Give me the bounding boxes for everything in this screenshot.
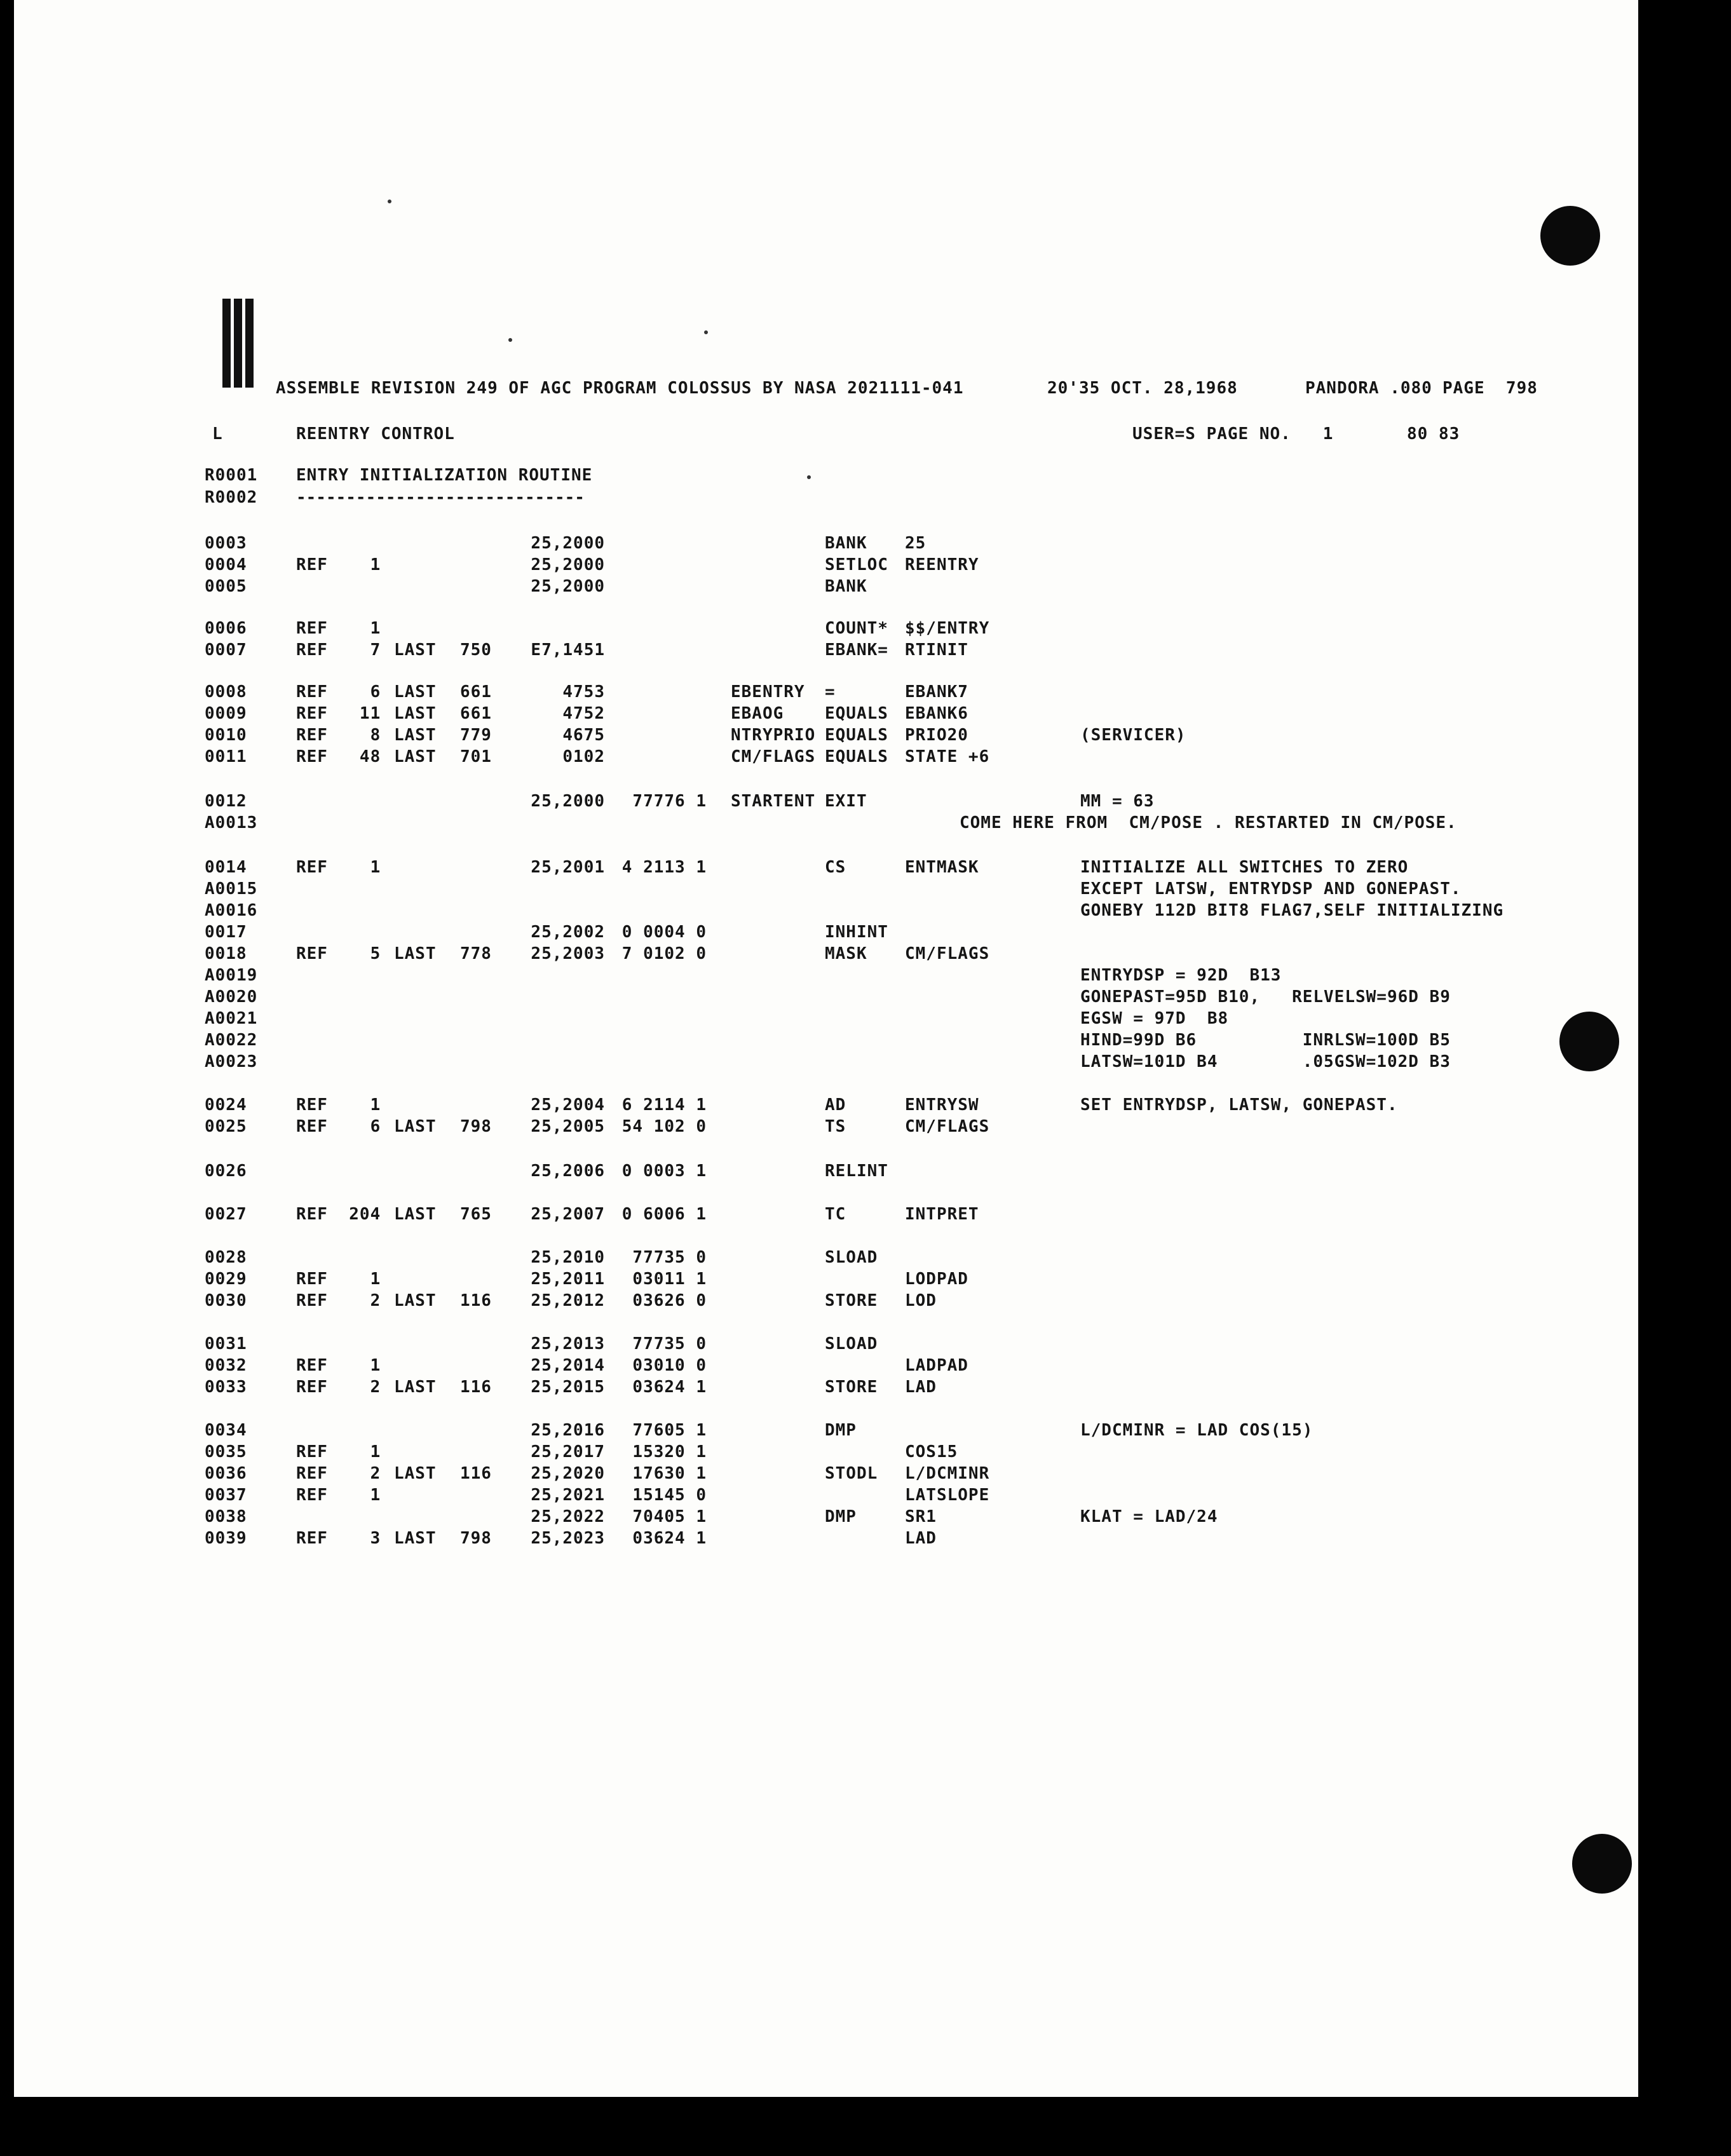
cell-line: 0030	[205, 1291, 247, 1310]
cell-loc: 25,2013	[531, 1334, 605, 1353]
cell-line: 0036	[205, 1464, 247, 1483]
listing-row	[0, 577, 1525, 599]
cell-loc: 25,2015	[531, 1378, 605, 1397]
cell-rep: REF 2	[296, 1378, 381, 1397]
cell-line: 0011	[205, 747, 247, 766]
cell-loc: 25,2022	[531, 1507, 605, 1526]
cell-lastnum: 778	[460, 944, 492, 963]
cell-last: LAST	[394, 1205, 437, 1224]
listing-row	[0, 1009, 1525, 1031]
cell-op: RELINT	[825, 1162, 888, 1181]
cell-last: LAST	[394, 1464, 437, 1483]
cell-line: 0006	[205, 619, 247, 638]
cell-last: LAST	[394, 1378, 437, 1397]
cell-line: 0037	[205, 1486, 247, 1505]
cell-loc: 25,2010	[531, 1248, 605, 1267]
cell-loc: 25,2020	[531, 1464, 605, 1483]
cell-loc: 25,2002	[531, 923, 605, 942]
cell-code: 03626 0	[632, 1291, 707, 1310]
cell-line: A0022	[205, 1031, 258, 1050]
cell-op: CS	[825, 858, 846, 877]
cell-rep: REF 1	[296, 858, 381, 877]
cell-lastnum: 701	[460, 747, 492, 766]
listing-row	[0, 879, 1525, 901]
cell-op: EQUALS	[825, 747, 888, 766]
cell-operand: RTINIT	[905, 641, 968, 660]
cell-lastnum: 779	[460, 726, 492, 745]
punch-hole	[1572, 1834, 1632, 1894]
cell-line: A0013	[205, 813, 258, 832]
cell-label: CM/FLAGS	[731, 747, 816, 766]
cell-comment: L/DCMINR = LAD COS(15)	[1080, 1421, 1314, 1440]
cell-operand: LADPAD	[905, 1356, 968, 1375]
header-system: PANDORA .080	[1305, 379, 1432, 398]
cell-lastnum: 661	[460, 704, 492, 723]
cell-code: 77776 1	[632, 792, 707, 811]
cell-operand: EBANK6	[905, 704, 968, 723]
cell-rep: REF 1	[296, 619, 381, 638]
cell-lastnum: 661	[460, 682, 492, 702]
cell-comment: COME HERE FROM CM/POSE . RESTARTED IN CM/POSE.	[960, 813, 1457, 832]
cell-operand: ENTMASK	[905, 858, 979, 877]
cell-line: 0031	[205, 1334, 247, 1353]
cell-op: EXIT	[825, 792, 867, 811]
cell-line: 0027	[205, 1205, 247, 1224]
cell-line: A0021	[205, 1009, 258, 1028]
listing-row	[0, 1031, 1525, 1052]
cell-loc: 25,2004	[531, 1095, 605, 1115]
cell-rep: REF 48	[296, 747, 381, 766]
cell-lastnum: 750	[460, 641, 492, 660]
cell-line: 0007	[205, 641, 247, 660]
cell-comment: (SERVICER)	[1080, 726, 1186, 745]
cell-op: MASK	[825, 944, 867, 963]
cell-op: ENTRY INITIALIZATION ROUTINE	[296, 466, 593, 485]
cell-op: TS	[825, 1117, 846, 1136]
listing-row	[0, 792, 1525, 813]
cell-loc: 25,2021	[531, 1486, 605, 1505]
cell-line: 0003	[205, 534, 247, 553]
cell-line: 0029	[205, 1270, 247, 1289]
cell-operand: REENTRY	[905, 555, 979, 574]
user-page-number: USER=S PAGE NO. 1	[1132, 424, 1334, 444]
cell-op: BANK	[825, 534, 867, 553]
cell-code: 77605 1	[632, 1421, 707, 1440]
cell-last: LAST	[394, 1117, 437, 1136]
cell-loc: 0102	[562, 747, 605, 766]
cell-loc: 25,2014	[531, 1356, 605, 1375]
listing-row	[0, 704, 1525, 726]
cell-code: 0 6006 1	[621, 1205, 707, 1224]
cell-code: 4 2113 1	[621, 858, 707, 877]
cell-comment: MM = 63	[1080, 792, 1155, 811]
cell-line: R0001	[205, 466, 258, 485]
cell-operand: $$/ENTRY	[905, 619, 990, 638]
cell-operand: PRIO20	[905, 726, 968, 745]
cell-line: 0034	[205, 1421, 247, 1440]
cell-operand: CM/FLAGS	[905, 1117, 990, 1136]
listing-row	[0, 1291, 1525, 1313]
cell-op: BANK	[825, 577, 867, 596]
cell-label: EBENTRY	[731, 682, 805, 702]
cell-line: 0024	[205, 1095, 247, 1115]
cell-rep: REF 2	[296, 1291, 381, 1310]
listing-row	[0, 682, 1525, 704]
listing-row	[0, 1248, 1525, 1270]
cell-rep: REF 1	[296, 555, 381, 574]
scan-border-bottom	[0, 2097, 1731, 2156]
cell-rep: REF 8	[296, 726, 381, 745]
listing-row	[0, 619, 1525, 641]
punch-hole	[1540, 206, 1600, 266]
cell-comment: ENTRYDSP = 92D B13	[1080, 966, 1282, 985]
listing-row	[0, 1356, 1525, 1378]
cell-last: LAST	[394, 726, 437, 745]
cell-last: LAST	[394, 1529, 437, 1548]
cell-last: LAST	[394, 944, 437, 963]
cell-lastnum: 116	[460, 1291, 492, 1310]
cell-op: =	[825, 682, 836, 702]
cell-loc: 4753	[562, 682, 605, 702]
cell-line: A0020	[205, 987, 258, 1007]
corner-mark: L	[212, 424, 223, 444]
cell-operand: LODPAD	[905, 1270, 968, 1289]
listing-row	[0, 534, 1525, 555]
cell-line: 0032	[205, 1356, 247, 1375]
cell-rep: REF 2	[296, 1464, 381, 1483]
speck	[388, 200, 391, 203]
cell-code: 15320 1	[632, 1442, 707, 1461]
cell-loc: 25,2017	[531, 1442, 605, 1461]
cell-code: 0 0003 1	[621, 1162, 707, 1181]
cell-comment: GONEBY 112D BIT8 FLAG7,SELF INITIALIZING	[1080, 901, 1504, 920]
speck	[704, 330, 708, 334]
cell-comment: EGSW = 97D B8	[1080, 1009, 1229, 1028]
cell-operand: STATE +6	[905, 747, 990, 766]
cell-op: STORE	[825, 1378, 878, 1397]
cell-code: 77735 0	[632, 1334, 707, 1353]
listing-row	[0, 987, 1525, 1009]
cell-line: 0033	[205, 1378, 247, 1397]
cell-operand: LATSLOPE	[905, 1486, 990, 1505]
bar	[222, 299, 231, 388]
listing-row	[0, 1095, 1525, 1117]
cell-code: 03011 1	[632, 1270, 707, 1289]
cell-lastnum: 765	[460, 1205, 492, 1224]
cell-operand: 25	[905, 534, 927, 553]
cell-line: 0026	[205, 1162, 247, 1181]
cell-line: 0014	[205, 858, 247, 877]
cell-line: A0015	[205, 879, 258, 898]
cell-label: EBAOG	[731, 704, 784, 723]
cell-code: 70405 1	[632, 1507, 707, 1526]
listing-row	[0, 858, 1525, 879]
listing-row	[0, 1464, 1525, 1486]
cell-comment: LATSW=101D B4 .05GSW=102D B3	[1080, 1052, 1451, 1071]
cell-line: 0038	[205, 1507, 247, 1526]
cell-line: 0005	[205, 577, 247, 596]
cell-loc: 25,2000	[531, 555, 605, 574]
cell-last: LAST	[394, 747, 437, 766]
punch-hole	[1559, 1012, 1619, 1071]
cell-op: SLOAD	[825, 1248, 878, 1267]
cell-operand: LAD	[905, 1378, 937, 1397]
cell-loc: 25,2000	[531, 534, 605, 553]
section-title: REENTRY CONTROL	[296, 424, 455, 444]
cell-op: SLOAD	[825, 1334, 878, 1353]
cell-loc: 4675	[562, 726, 605, 745]
cell-rep: REF 6	[296, 682, 381, 702]
cell-line: 0009	[205, 704, 247, 723]
cell-line: 0010	[205, 726, 247, 745]
cell-loc: 25,2006	[531, 1162, 605, 1181]
cell-rep: REF 204	[296, 1205, 381, 1224]
cell-line: 0012	[205, 792, 247, 811]
listing-row	[0, 747, 1525, 769]
listing-row	[0, 1205, 1525, 1226]
cell-label: STARTENT	[731, 792, 816, 811]
cell-line: 0028	[205, 1248, 247, 1267]
cell-line: 0008	[205, 682, 247, 702]
listing-row	[0, 901, 1525, 923]
listing-row	[0, 1442, 1525, 1464]
cell-last: LAST	[394, 641, 437, 660]
cell-rep: REF 5	[296, 944, 381, 963]
listing-row	[0, 1117, 1525, 1139]
cell-loc: 25,2012	[531, 1291, 605, 1310]
cell-rep: REF 1	[296, 1442, 381, 1461]
cell-code: 7 0102 0	[621, 944, 707, 963]
cell-operand: LOD	[905, 1291, 937, 1310]
bar	[245, 299, 254, 388]
cell-code: 77735 0	[632, 1248, 707, 1267]
bar	[234, 299, 242, 388]
listing-row	[0, 1529, 1525, 1550]
cell-lastnum: 798	[460, 1117, 492, 1136]
listing-row	[0, 466, 1525, 487]
speck	[508, 338, 512, 342]
registration-bars	[222, 299, 255, 388]
listing-row	[0, 1270, 1525, 1291]
cell-op: STODL	[825, 1464, 878, 1483]
cell-loc: 25,2001	[531, 858, 605, 877]
cell-comment: KLAT = LAD/24	[1080, 1507, 1218, 1526]
assembly-header: ASSEMBLE REVISION 249 OF AGC PROGRAM COLOSSUS BY NASA 2021111-041	[276, 379, 964, 398]
listing-row	[0, 966, 1525, 987]
cell-rep: REF 1	[296, 1356, 381, 1375]
cell-op: EQUALS	[825, 726, 888, 745]
cell-comment: GONEPAST=95D B10, RELVELSW=96D B9	[1080, 987, 1451, 1007]
cell-last: LAST	[394, 1291, 437, 1310]
cell-line: A0019	[205, 966, 258, 985]
cell-code: 03010 0	[632, 1356, 707, 1375]
cell-code: 15145 0	[632, 1486, 707, 1505]
cell-rep: REF 3	[296, 1529, 381, 1548]
cell-line: 0025	[205, 1117, 247, 1136]
cell-loc: E7,1451	[531, 641, 605, 660]
cell-operand: LAD	[905, 1529, 937, 1548]
cell-code: 54 102 0	[621, 1117, 707, 1136]
cell-op: EQUALS	[825, 704, 888, 723]
cell-rep: REF 6	[296, 1117, 381, 1136]
cell-loc: 25,2007	[531, 1205, 605, 1224]
cell-rep: REF 11	[296, 704, 381, 723]
listing-row	[0, 944, 1525, 966]
cell-lastnum: 116	[460, 1464, 492, 1483]
cell-line: 0039	[205, 1529, 247, 1548]
cell-line: 0018	[205, 944, 247, 963]
listing-row	[0, 1486, 1525, 1507]
cell-loc: 25,2011	[531, 1270, 605, 1289]
cell-lastnum: 798	[460, 1529, 492, 1548]
cell-loc: 25,2023	[531, 1529, 605, 1548]
cell-rep: REF 7	[296, 641, 381, 660]
cell-op: -----------------------------	[296, 488, 585, 507]
listing-row	[0, 1378, 1525, 1399]
cell-loc: 25,2005	[531, 1117, 605, 1136]
cell-rep: REF 1	[296, 1095, 381, 1115]
listing-row	[0, 641, 1525, 662]
cell-loc: 4752	[562, 704, 605, 723]
cell-op: DMP	[825, 1421, 857, 1440]
cell-rep: REF 1	[296, 1486, 381, 1505]
cell-loc: 25,2000	[531, 792, 605, 811]
cell-code: 03624 1	[632, 1378, 707, 1397]
listing-row	[0, 1421, 1525, 1442]
cell-rep: REF 1	[296, 1270, 381, 1289]
cell-loc: 25,2000	[531, 577, 605, 596]
cell-operand: ENTRYSW	[905, 1095, 979, 1115]
cell-code: 6 2114 1	[621, 1095, 707, 1115]
cell-code: 17630 1	[632, 1464, 707, 1483]
cell-last: LAST	[394, 682, 437, 702]
listing-row	[0, 488, 1525, 510]
listing-row	[0, 1507, 1525, 1529]
cell-label: NTRYPRIO	[731, 726, 816, 745]
cell-operand: SR1	[905, 1507, 937, 1526]
cell-operand: COS15	[905, 1442, 958, 1461]
cell-line: 0004	[205, 555, 247, 574]
cell-loc: 25,2003	[531, 944, 605, 963]
cell-loc: 25,2016	[531, 1421, 605, 1440]
scan-border-right	[1638, 38, 1731, 2156]
page-code: 80 83	[1407, 424, 1460, 444]
cell-code: 0 0004 0	[621, 923, 707, 942]
listing-row	[0, 555, 1525, 577]
cell-line: A0016	[205, 901, 258, 920]
cell-op: COUNT*	[825, 619, 888, 638]
cell-line: R0002	[205, 488, 258, 507]
cell-op: STORE	[825, 1291, 878, 1310]
cell-code: 03624 1	[632, 1529, 707, 1548]
listing-row	[0, 813, 1525, 835]
cell-line: 0035	[205, 1442, 247, 1461]
listing-row	[0, 923, 1525, 944]
cell-line: 0017	[205, 923, 247, 942]
cell-op: DMP	[825, 1507, 857, 1526]
listing-row	[0, 726, 1525, 747]
cell-comment: HIND=99D B6 INRLSW=100D B5	[1080, 1031, 1451, 1050]
cell-comment: EXCEPT LATSW, ENTRYDSP AND GONEPAST.	[1080, 879, 1462, 898]
cell-last: LAST	[394, 704, 437, 723]
cell-op: EBANK=	[825, 641, 888, 660]
cell-op: AD	[825, 1095, 846, 1115]
cell-operand: CM/FLAGS	[905, 944, 990, 963]
header-page: PAGE 798	[1442, 379, 1538, 398]
cell-comment: SET ENTRYDSP, LATSW, GONEPAST.	[1080, 1095, 1398, 1115]
cell-operand: EBANK7	[905, 682, 968, 702]
header-date: 20'35 OCT. 28,1968	[1047, 379, 1238, 398]
cell-line: A0023	[205, 1052, 258, 1071]
cell-lastnum: 116	[460, 1378, 492, 1397]
listing-row	[0, 1162, 1525, 1183]
cell-op: INHINT	[825, 923, 888, 942]
listing-row	[0, 1334, 1525, 1356]
cell-op: TC	[825, 1205, 846, 1224]
cell-operand: L/DCMINR	[905, 1464, 990, 1483]
cell-op: SETLOC	[825, 555, 888, 574]
cell-comment: INITIALIZE ALL SWITCHES TO ZERO	[1080, 858, 1409, 877]
listing-row	[0, 1052, 1525, 1074]
cell-operand: INTPRET	[905, 1205, 979, 1224]
